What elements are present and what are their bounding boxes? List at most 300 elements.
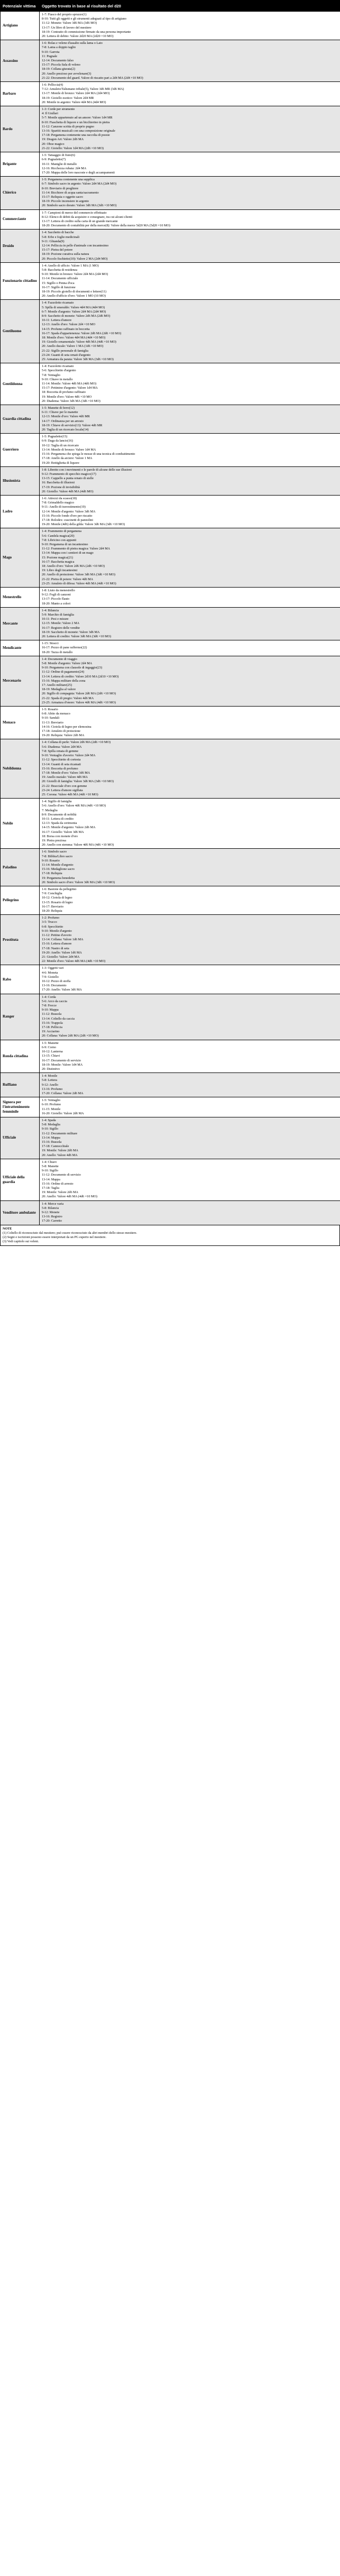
- item-line: 20: Anello di protezione: Valore 3d6 MA (3d6 ×10 MO): [42, 573, 115, 577]
- item-line: 11-12: Frammento di pietra magica: Valore 2d4 MA: [42, 547, 111, 551]
- item-line: 18: Borsa con monete d'oro: [42, 834, 78, 838]
- item-line: 15-16: Bussola: [42, 1140, 62, 1144]
- items-cell: [40, 300, 340, 363]
- table-row: [1, 466, 340, 495]
- item-line: 19: Monile: Valore 2d6 MA: [42, 1190, 78, 1195]
- item-line: 18-19: Piccolo gioiello di documenti e lettere(11): [42, 289, 107, 294]
- item-line: 16-17: Registro delle vendite: [42, 626, 80, 630]
- item-line: 11-14: Documento ufficiale: [42, 277, 78, 281]
- item-line: 5-9: Marchio di famiglia: [42, 613, 74, 617]
- table-row: [1, 495, 340, 528]
- item-line: 7-8: Libricino con appunti: [42, 538, 77, 542]
- item-line: 15-16: Boccetta di profumo: [42, 766, 78, 771]
- items-cell: [40, 40, 340, 82]
- table-body: [1, 12, 340, 1225]
- item-line: 11-12: Bussola: [42, 1012, 62, 1016]
- item-line: 1-4: Fazzoletto ricamato: [42, 364, 74, 369]
- item-line: 15-16: Ordine di arresto: [42, 1181, 73, 1186]
- header-victim: Potenziale vittima: [1, 1, 40, 12]
- item-line: 1-4: Documento di viaggio: [42, 657, 77, 661]
- item-line: 13-14: Coltello da caccia: [42, 1016, 75, 1021]
- victim-cell: Illusionista: [1, 466, 40, 495]
- item-line: 9-10: Chiave in metallo: [42, 377, 73, 381]
- victim-cell: Rabo: [1, 965, 40, 994]
- item-line: 1-4: Collana di perle: Valore 2d6 MA (2d6 ×10 MO): [42, 740, 111, 745]
- items-cell: [40, 799, 340, 849]
- item-line: 1-4: Merce varia: [42, 1202, 64, 1206]
- item-line: 21-22: Spada di pregio: Valore 4d6 MA: [42, 696, 94, 700]
- item-line: 20: Simbolo sacro d'oro: Valore 3d6 MA (3d6 ×10 MO): [42, 880, 115, 884]
- item-line: 6-9: Corno: [42, 1045, 56, 1049]
- items-cell: [40, 607, 340, 640]
- victim-cell: Monaco: [1, 707, 40, 739]
- item-line: 8-9: Sacchetto di monete: Valore 2d6 MA (2d6 MO): [42, 314, 111, 318]
- item-line: 20: Sigillo di compagnia: Valore 2d6 MA (2d6 ×10 MO): [42, 692, 116, 696]
- item-line: 9-10: Sigillo: [42, 1169, 59, 1173]
- item-line: 19-20: Monile (4d6) della gilda: Valore 3d6 MA (3d6 ×10 MO): [42, 522, 125, 527]
- item-line: 12-14: Documento falso: [42, 59, 74, 63]
- note-line: (2) Segni e iscrizioni possono essere interpretati da un PG esperto nel mestiere.: [3, 1235, 107, 1240]
- item-line: 9-10: Mappa: [42, 1008, 59, 1012]
- table-row: [1, 1040, 340, 1072]
- item-line: 1-5: Manette di ferro(12): [42, 406, 75, 410]
- item-line: 5-8: Bacchetta di residenza: [42, 268, 78, 272]
- table-row: [1, 849, 340, 886]
- item-line: 18-20: Documento di contabilità per della merce(8): Valore della merce 5d20 MA (5d20 ×10 MO): [42, 224, 170, 228]
- items-cell: [40, 1117, 340, 1159]
- item-line: 11-15: Monile: [42, 1107, 61, 1111]
- note-line: (1) Coltello di riconosciuto dal mestiere; può essere riconosciuto da altri membri dello stesso mestiere.: [3, 1231, 137, 1235]
- item-line: 13-17: Piccolo flauto: [42, 597, 70, 601]
- items-cell: [40, 209, 340, 230]
- items-cell: [40, 363, 340, 405]
- item-line: 1-5: Tatuaggio di fiuto(6): [42, 153, 75, 158]
- item-line: 5-7: Monile appartenuto ad un amore: Valore 1d4 MR: [42, 116, 113, 120]
- item-line: 1-6: Bastone da pellegrino: [42, 887, 77, 891]
- victim-cell: Nobildonna: [1, 739, 40, 799]
- item-line: 12-15: Monile: Valore 2 MA: [42, 621, 80, 626]
- items-cell: [40, 434, 340, 466]
- item-line: 1-3: Corde per strumento: [42, 107, 75, 112]
- item-line: 13-14: Guanti di seta ricamati: [42, 762, 81, 766]
- item-line: 19-20: Reliquia: Valore 2d6 MA: [42, 734, 85, 738]
- item-line: 18-19: Piccolo incensiere in argento: [42, 199, 89, 204]
- item-line: 12-14: Pelliccia in pelle d'animale con incantesimo: [42, 243, 109, 247]
- item-line: 13-15: Chiavi: [42, 1054, 60, 1058]
- table-row: [1, 915, 340, 965]
- items-cell: [40, 707, 340, 739]
- item-line: 9-10: Sigillo: [42, 1127, 59, 1131]
- victim-cell: Barbaro: [1, 82, 40, 106]
- item-line: 1-4: Spada: [42, 1118, 56, 1122]
- item-line: 20: Distintivo: [42, 1067, 60, 1071]
- item-line: 13-17: Lettera di credito sulla carta di un grande mercante: [42, 219, 118, 223]
- item-line: 1-4: Bilancia: [42, 608, 59, 612]
- item-line: 23-24: Guanti di seta ornati d'argento: [42, 353, 91, 357]
- item-line: 1-15: Stracci: [42, 641, 59, 646]
- item-line: 16-17: Documento di servizio: [42, 1058, 81, 1062]
- table-row: [1, 1159, 340, 1200]
- table-row: [1, 209, 340, 230]
- item-line: 18: Boccetta di profumo raffinato: [42, 390, 86, 395]
- item-line: 21-22: Sigillo personale di famiglia: [42, 349, 88, 353]
- item-line: 15-16: Lettera d'amore: [42, 942, 72, 946]
- table-row: [1, 363, 340, 405]
- table-row: [1, 799, 340, 849]
- item-line: 5-8: Medaglia: [42, 1123, 60, 1127]
- item-line: 6-10: Profumo: [42, 1103, 61, 1107]
- item-line: 13-14: Lettera di credito: Valore 2d10 MA (2d10 ×10 MO): [42, 674, 119, 679]
- item-line: 1-3: Oggetti vari: [42, 966, 64, 970]
- table-row: [1, 886, 340, 914]
- item-line: 6-9: Daga da lancio(16): [42, 439, 73, 443]
- item-line: 18-19: Medaglia al valore: [42, 687, 76, 692]
- items-cell: [40, 106, 340, 152]
- item-line: 19-20: Bottiglietta di liquore: [42, 461, 79, 465]
- item-line: 5-8: Manette: [42, 1164, 59, 1168]
- item-line: 18-20: Tazza di metallo: [42, 650, 73, 654]
- item-line: 11-12: Documento di servizio: [42, 1173, 81, 1177]
- table-row: [1, 1097, 340, 1117]
- table-row: [1, 177, 340, 209]
- victim-cell: Mercante: [1, 607, 40, 640]
- victim-cell: Druido: [1, 230, 40, 262]
- items-cell: [40, 1073, 340, 1097]
- item-line: 18-20: Reliquia: [42, 909, 62, 913]
- item-line: 13-14: Mappa: [42, 1135, 60, 1140]
- item-line: 7-9: Conchiglia: [42, 892, 62, 896]
- item-line: 21: Gioiello: Valore 2d4 MA: [42, 955, 80, 959]
- item-line: 1-6: Pelliccia(4): [42, 83, 63, 87]
- item-line: 25: Corona: Valore 4d6 MA (4d6 ×10 MO): [42, 792, 98, 796]
- item-line: 9-10: Sandali: [42, 716, 60, 720]
- item-line: 23-25: Armatura d'onore: Valore 4d6 MA (4d6 ×10 MO): [42, 700, 116, 704]
- item-line: 11: Pugnale: [42, 54, 58, 58]
- item-line: 17-20: Mappa delle loro nascoste e degli accampamenti: [42, 170, 115, 175]
- item-line: 15-17: Pietra del potere: [42, 248, 73, 252]
- item-line: 20: Anello prezioso per avvelenare(3): [42, 71, 91, 76]
- item-line: 7: Medaglia: [42, 808, 58, 812]
- item-line: 1-5: Pugnaletto(15): [42, 435, 68, 439]
- item-line: 10-12: Pezzo di stoffa: [42, 979, 71, 984]
- items-cell: [40, 177, 340, 209]
- item-line: 16: Bacchetta di illusioni: [42, 481, 75, 485]
- item-line: 1-4: Chiavi: [42, 1160, 57, 1164]
- victim-cell: Gentiluomo: [1, 300, 40, 363]
- victim-cell: Gentildonna: [1, 363, 40, 405]
- item-line: 1-6: Bolas e veleno d'assalto sulla lama o Lato: [42, 41, 103, 45]
- item-line: 15-16: Trappola: [42, 1021, 63, 1025]
- item-line: 15-16: Medaglione sacro: [42, 867, 75, 872]
- table-row: [1, 82, 340, 106]
- item-line: 1-6: Simbolo sacro: [42, 850, 67, 854]
- item-line: 8-10: Fiaschetta di liquore e un bicchierino in pietra: [42, 120, 110, 124]
- table-row: [1, 656, 340, 706]
- item-line: 20: Anello: Valore 4d6 MA (4d6 ×10 MO): [42, 1195, 97, 1199]
- item-line: 17-20: Collana: Valore 2d6 MA: [42, 1091, 84, 1095]
- items-cell: [40, 405, 340, 434]
- item-line: 16-17: Spada d'appartenenza: Valore 2d6 MA (2d6 ×10 MO): [42, 331, 122, 335]
- item-line: 8-12: Elenco di debiti da acquisire e consegnare, tra cui alcuni clienti: [42, 215, 133, 219]
- table-row: [1, 230, 340, 262]
- item-line: 6-7: Simbolo sacro in argento: Valore 2d4 MA (2d4 MO): [42, 182, 117, 186]
- item-line: 6-9: Pugnaletto(7): [42, 158, 66, 162]
- item-line: 9-12: Frammento di specchio magico(17): [42, 472, 96, 476]
- item-line: 5-8: Erbe e foglie medicinali: [42, 235, 80, 239]
- item-line: 15-16: Mappa militare della zona: [42, 679, 86, 683]
- item-line: 3-5: Trucco: [42, 920, 57, 924]
- item-line: 1-2: Profumo: [42, 916, 60, 920]
- item-line: 16-17: Sigillo di funzione: [42, 285, 76, 289]
- item-line: 10-11: Pesi e misure: [42, 617, 69, 621]
- table-header-row: [1, 1, 340, 12]
- victim-cell: Commerciante: [1, 209, 40, 230]
- item-line: 13-14: Mappa: [42, 1177, 60, 1181]
- item-line: 1-4: Anello di ufficio: Valore 1 MA (1 MO): [42, 263, 99, 268]
- item-line: 20: Anello d'ufficio d'oro: Valore 1 MO (10 MO): [42, 294, 106, 298]
- item-line: 7-8: Grimaldello magico: [42, 501, 75, 505]
- item-line: 18-20: Manto a colori: [42, 601, 71, 606]
- item-line: 1-4: Fazzoletto ricamato: [42, 301, 74, 305]
- item-line: 16-17: Pezzo di pane raffermo(22): [42, 646, 87, 650]
- item-line: 19: Acciarino: [42, 1030, 60, 1034]
- items-cell: [40, 1200, 340, 1225]
- item-line: 18: Monile d'oro: Valore 4d4 MA (4d4 ×10 MO): [42, 336, 106, 340]
- item-line: 9-12: Monete: [42, 1211, 60, 1214]
- item-line: 9-12: Fogli di canzoni: [42, 593, 71, 597]
- item-line: 17-18: Monile d'oro: Valore 3d6 MA: [42, 771, 90, 775]
- notes-section: [0, 1225, 340, 1246]
- table-row: [1, 528, 340, 588]
- item-line: 20: Piccolo fischietto(10): Valore 2 MA (2d4 MO): [42, 256, 108, 261]
- item-line: 15: Sigillo o Penna d'oca: [42, 281, 75, 285]
- items-cell: [40, 262, 340, 300]
- item-line: 1-5: Rosario: [42, 708, 58, 712]
- item-line: 1-7: Fiasco del proprio spruzzo(1): [42, 13, 87, 16]
- item-line: 5-6: Diadema: Valore 2d4 MA: [42, 745, 82, 749]
- items-cell: [40, 230, 340, 262]
- item-line: 13-17: Un libro di lavoro del mestiere: [42, 25, 91, 30]
- item-line: 1-5: Manette: [42, 1041, 59, 1045]
- items-cell: [40, 915, 340, 965]
- item-line: 9-10: Ventaglio d'avorio: Valore 2d4 MA: [42, 754, 96, 758]
- item-line: 20: Simbolo sacro dorato: Valore 3d6 MA (3d6 ×10 MO): [42, 204, 117, 208]
- victim-cell: Nobile: [1, 799, 40, 849]
- item-line: 5-6: Specchietto d'argento: [42, 369, 76, 373]
- victim-cell: Artigiano: [1, 12, 40, 40]
- notes-lines: [3, 1231, 337, 1244]
- item-line: 16-17: Breviario: [42, 904, 64, 909]
- item-line: 19: Pietra preziosa: [42, 838, 67, 842]
- item-line: 17-18: Amuleto di protezione: [42, 729, 81, 734]
- victim-cell: Ruffiano: [1, 1073, 40, 1097]
- items-cell: [40, 152, 340, 177]
- item-line: 9-10: Monile d'argento: [42, 929, 72, 933]
- item-line: 1-4: Frammento di pergamena: [42, 529, 81, 534]
- item-line: 18-19: Contratto di commissione firmato da una persona importante: [42, 30, 131, 34]
- item-line: 5-8: Bilancia: [42, 1206, 59, 1210]
- item-line: 25: Armatura da parata: Valore 3d6 MA (3d6 ×10 MO): [42, 357, 114, 362]
- table-row: [1, 405, 340, 434]
- item-line: 14-15: Monile d'argento: Valore 2d6 MA: [42, 826, 96, 830]
- item-line: 20: Taglia di un ricercato locale(14): [42, 428, 89, 432]
- item-line: 7-8: Lama a doppio taglio: [42, 45, 76, 50]
- item-line: 19-20: Anello: Valore 1d6 MA: [42, 950, 82, 955]
- item-line: 17-18: Cannocchiale: [42, 1144, 69, 1149]
- item-line: 8-9: Documento di nobiltà: [42, 812, 77, 817]
- victim-cell: Ronda cittadina: [1, 1040, 40, 1072]
- item-line: 18-19: Collana giurata(2): [42, 67, 75, 71]
- items-cell: [40, 640, 340, 656]
- item-line: 14-15: Profumo raffinato in boccetta: [42, 327, 90, 331]
- item-line: 20: Lettera di credito: Valore 3d6 MA (3d6 ×10 MO): [42, 635, 112, 639]
- item-line: 15-16: Piccolo fondo d'oro per riscatto: [42, 514, 93, 518]
- item-line: 17-18: Nastro di seta: [42, 946, 69, 950]
- item-line: 11-12: Specchietto di cortesia: [42, 758, 81, 762]
- item-line: 11-12: Documento militare: [42, 1131, 78, 1135]
- item-line: 5-6: Anello d'oro: Valore 4d6 MA (4d6 ×10 MO): [42, 804, 106, 808]
- item-line: 9-11: Ghianda(9): [42, 239, 65, 243]
- item-line: 10-12: Ciotola di legno: [42, 896, 72, 900]
- victim-cell: Guardia cittadina: [1, 405, 40, 434]
- item-line: 20: Anello: Valore 4d6 MA: [42, 1153, 78, 1157]
- item-line: 13-14: Monile di bronzo: Valore 1d4 MA: [42, 447, 96, 452]
- item-line: 11-12: Canzone scritta di proprio pugno: [42, 124, 94, 129]
- note-line: (3) Vedi capitolo sui veleni.: [3, 1240, 39, 1244]
- item-line: 20: Anello con stemma: Valore 4d6 MA (4d6 ×10 MO): [42, 843, 114, 847]
- item-line: 10-11: Lettera di credito: [42, 817, 74, 821]
- item-line: 1-4: Sigillo di famiglia: [42, 800, 72, 804]
- victim-cell: Ufficiale: [1, 1117, 40, 1159]
- item-line: 10-12: Taglia di un ricercato: [42, 443, 79, 447]
- item-line: 18: Anello d'oro: Valore 2d6 MA (2d6 ×10 MO): [42, 564, 105, 568]
- victim-cell: Mercenario: [1, 656, 40, 706]
- item-line: 5-8: Lettera: [42, 1078, 58, 1083]
- table-row: [1, 1073, 340, 1097]
- item-line: 9-12: Anello: [42, 1083, 59, 1087]
- item-line: 9-11: Anello di travestimento(19): [42, 505, 86, 509]
- item-line: 9-10: Pergamena con clausole di ingaggio(23): [42, 666, 103, 670]
- item-line: 13-16: Registro: [42, 1215, 62, 1219]
- victim-cell: Paladino: [1, 849, 40, 886]
- item-line: 13-14: Mappa con i sentieri di un mago: [42, 551, 94, 555]
- item-line: 12-13: Monile d'oro: Valore 4d6 MR: [42, 415, 90, 419]
- item-line: 10-11: Maniglie di metallo: [42, 162, 77, 166]
- item-line: 15-16: Pergamena che spiega le mosse di una tecnica di combattimento: [42, 452, 135, 456]
- item-line: 1-4: Monile: [42, 1074, 58, 1078]
- item-line: 12-13: Anello d'oro: Valore 2d4 ×10 MO: [42, 323, 96, 327]
- victim-cell: Assassino: [1, 40, 40, 82]
- victim-items-table: [0, 0, 340, 1225]
- items-cell: [40, 12, 340, 40]
- item-line: 9-10: Garrota: [42, 50, 60, 54]
- item-line: 16-17: Gioiello: Valore 3d6 MA: [42, 830, 84, 834]
- item-line: 1-5: Ventaglio: [42, 1098, 61, 1103]
- victim-cell: Guerriero: [1, 434, 40, 466]
- victim-cell: Bardo: [1, 106, 40, 152]
- table-row: [1, 587, 340, 607]
- item-line: 6-8: Abito da monaco: [42, 712, 70, 716]
- item-line: 17-18: Reliquia: [42, 872, 62, 876]
- items-cell: [40, 739, 340, 799]
- items-cell: [40, 1097, 340, 1117]
- item-line: 8-10: Tutti gli oggetti e gli strumenti adeguati al tipo di artigiano: [42, 17, 126, 21]
- item-line: 7-8: Spilla ornata di gemme: [42, 749, 79, 753]
- items-cell: [40, 849, 340, 886]
- item-line: 11-13: Breviario: [42, 720, 63, 725]
- victim-cell: Ufficiale della guardia: [1, 1159, 40, 1200]
- item-line: 19: Gioiello ornamentale: Valore 4d6 MA (4d6 ×10 MO): [42, 340, 116, 344]
- item-line: 21-22: Bracciale d'oro con gemme: [42, 784, 87, 788]
- victim-cell: Venditore ambulante: [1, 1200, 40, 1225]
- item-line: 8-10: Breviario di preghiere: [42, 186, 79, 190]
- table-row: [1, 106, 340, 152]
- item-line: 14-16: Ciotola di legno per elemosina: [42, 725, 91, 729]
- item-line: 19: Libro degli incantesimi: [42, 569, 78, 573]
- items-cell: [40, 587, 340, 607]
- victim-cell: Mendicante: [1, 640, 40, 656]
- item-line: 13-14: Collana: Valore 1d6 MA: [42, 938, 84, 942]
- item-line: 17-18: Pelliccia: [42, 1025, 63, 1030]
- item-line: 7-9: Gioiello: [42, 975, 59, 979]
- item-line: 17-18: Taglia: [42, 1186, 59, 1190]
- items-cell: [40, 82, 340, 106]
- item-line: 21-22: Documento del guard. Valore di riscatto pari a 2d4 MA (2d4 ×10 MO): [42, 76, 143, 80]
- item-line: 16-20: Gioiello: Valore 2d6 MA: [42, 1111, 84, 1115]
- victim-cell: Chierico: [1, 177, 40, 209]
- item-line: 5: Spilla di smeraldo: Valore 4d4 MA (4d4 MO): [42, 305, 105, 309]
- item-line: 23-25: Amuleto di difesa: Valore 4d6 MA (4d6 ×10 MO): [42, 581, 116, 585]
- item-line: 13-17: Monile di bronzo: Valore 2d4 MA (2d4 MO): [42, 91, 110, 96]
- table-row: [1, 607, 340, 640]
- item-line: 10-11: Lettera d'amore: [42, 318, 72, 323]
- victim-cell: Mago: [1, 528, 40, 588]
- table-row: [1, 640, 340, 656]
- item-line: 1-7: Campioni di merce del commercio effettuato: [42, 210, 107, 215]
- item-line: 6-7: Monile d'argento: Valore 2d4 MA (2d4 MO): [42, 309, 106, 314]
- item-line: 1-8: Libretto con i movimenti e le parole di alcune delle sue illusioni: [42, 467, 132, 472]
- item-line: 18-19: Gioiello esotico: Valore 2d4 MR: [42, 96, 94, 100]
- item-line: 6-11: Chiave per le manette: [42, 410, 78, 415]
- item-line: 1-4: Sacchetto di bacche: [42, 231, 74, 235]
- item-line: 1-6: Attrezzi da scasso(18): [42, 496, 77, 500]
- items-cell: [40, 886, 340, 914]
- item-line: 20: Lettera di debito: Valore 2d20 MA (2d20 ×10 MO): [42, 34, 114, 39]
- table-row: [1, 1200, 340, 1225]
- table-row: [1, 434, 340, 466]
- item-line: 9-10: Pergamena di un incantesimo: [42, 542, 88, 546]
- item-line: 17: Anello militare(25): [42, 683, 72, 687]
- item-line: 18-19: Chiave di servizio(13): Valore 4d6 MR: [42, 423, 103, 427]
- item-line: 7-8: Frecce: [42, 1004, 57, 1008]
- items-cell: [40, 1159, 340, 1200]
- victim-cell: Brigante: [1, 152, 40, 177]
- victim-cell: Ranger: [1, 994, 40, 1040]
- table-row: [1, 152, 340, 177]
- item-line: 11-12: Ordine di pagamento(24): [42, 670, 85, 674]
- item-line: 17-18: Rolodex: cuscinetti di pannolini: [42, 518, 93, 522]
- item-line: 20: Gioiello: Valore 4d6 MA (4d6 MO): [42, 489, 94, 493]
- item-line: 17-20: Anello: Valore 3d6 MA: [42, 988, 82, 992]
- table-row: [1, 965, 340, 994]
- item-line: 21-22: Pietra di potere: Valore 4d6 MA: [42, 577, 94, 581]
- item-line: 19: Monile d'oro: Valore 4d6 ×10 MO: [42, 395, 92, 399]
- item-line: 5-8: Monile d'argento: Valore 2d4 MA: [42, 662, 93, 666]
- item-line: 19: Pergamena benedetta: [42, 876, 75, 880]
- item-line: 18-19: Monile: Valore 1d4 MA: [42, 1062, 83, 1067]
- items-cell: [40, 994, 340, 1040]
- item-line: 13-15: Cappello a punta ornato di stelle: [42, 476, 94, 481]
